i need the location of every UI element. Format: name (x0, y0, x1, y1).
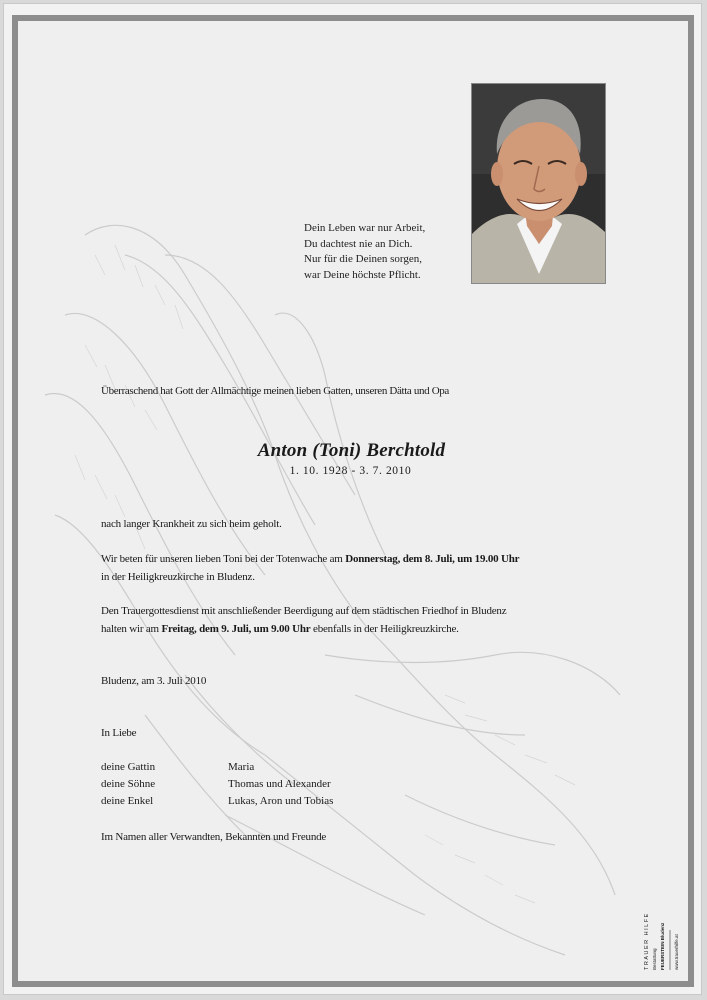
poem-line: war Deine höchste Pflicht. (304, 268, 421, 281)
trauerhilfe-logo (630, 870, 690, 975)
family-relation: deine Enkel (101, 795, 154, 807)
poem-line: Nur für die Deinen sorgen, (304, 253, 423, 265)
family-names: Lukas, Aron und Tobias (228, 795, 334, 807)
logo-sub2: FEUERSTEIN Bludenz (660, 922, 665, 970)
final-line: Im Namen aller Verwandten, Bekannten und Freunde (101, 831, 327, 843)
logo-title: TRAUER HILFE (644, 912, 650, 970)
family-names: Maria (228, 761, 255, 773)
wake-notice (101, 551, 519, 586)
place-date: Bludenz, am 3. Juli 2010 (101, 675, 207, 687)
life-dates: 1. 10. 1928 - 3. 7. 2010 (289, 465, 412, 477)
poem (304, 221, 425, 283)
portrait-image (472, 84, 606, 284)
poem-line: Du dachtest nie an Dich. (304, 237, 413, 250)
death-note: nach langer Krankheit zu sich heim geholt. (101, 518, 282, 530)
funeral-line1: Den Trauergottesdienst mit anschließender Beerdigung auf dem städtischen Friedhof in Bludenz (101, 605, 507, 617)
funeral-prefix: halten wir am (101, 622, 162, 635)
wake-datetime: Donnerstag, dem 8. Juli, um 19.00 Uhr (345, 553, 520, 565)
closing: In Liebe (101, 727, 137, 739)
logo-sub1: Bestattung (652, 948, 657, 970)
deceased-name: Anton (Toni) Berchtold (257, 440, 446, 461)
announcement-intro: Überraschend hat Gott der Allmächtige meinen lieben Gatten, unseren Dätta und Opa (101, 385, 449, 397)
funeral-notice (101, 603, 506, 638)
wake-location: in der Heiligkreuzkirche in Bludenz. (101, 570, 255, 583)
family-relation: deine Söhne (101, 778, 156, 790)
logo-web: www.trauerhilfe.at (674, 934, 679, 970)
family-relation: deine Gattin (101, 761, 156, 773)
portrait-photo (471, 83, 606, 284)
family-names: Thomas und Alexander (228, 778, 331, 790)
poem-line: Dein Leben war nur Arbeit, (304, 222, 426, 234)
wake-prefix: Wir beten für unseren lieben Toni bei der Totenwache am (101, 553, 346, 565)
funeral-suffix: ebenfalls in der Heiligkreuzkirche. (310, 622, 459, 635)
funeral-datetime: Freitag, dem 9. Juli, um 9.00 Uhr (161, 622, 311, 635)
